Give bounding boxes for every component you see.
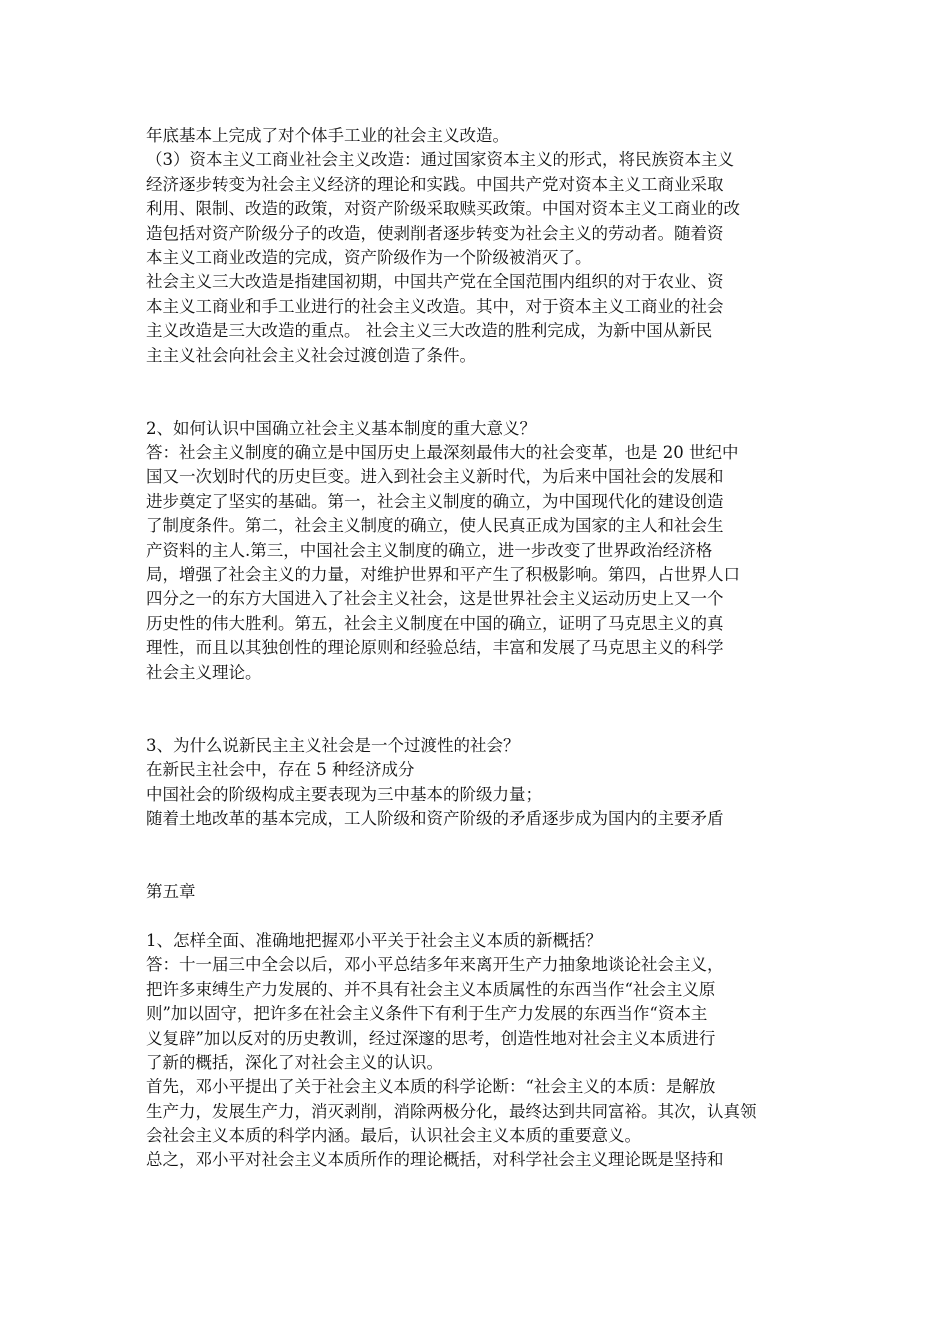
answer-line: 义复辟”加以反对的历史教训，经过深邃的思考，创造性地对社会主义本质进行 [146, 1028, 716, 1048]
answer-line: 了制度条件。第二，社会主义制度的确立，使人民真正成为国家的主人和社会生 [146, 516, 724, 536]
question-title: 2、如何认识中国确立社会主义基本制度的重大意义？ [146, 418, 536, 438]
answer-line: 了新的概括，深化了对社会主义的认识。 [146, 1052, 443, 1072]
answer-line: 社会主义理论。 [146, 662, 262, 682]
answer-line: 生产力，发展生产力，消灭剥削，消除两极分化，最终达到共同富裕。其次，认真领 [146, 1101, 757, 1121]
spacer [146, 831, 816, 880]
answer-line: 首先，邓小平提出了关于社会主义本质的科学论断：“社会主义的本质：是解放 [146, 1077, 716, 1097]
answer-line: 答：十一届三中全会以后，邓小平总结多年来离开生产力抽象地谈论社会主义， [146, 955, 724, 975]
paragraph-line: 本主义工商业和手工业进行的社会主义改造。其中，对于资本主义工商业的社会 [146, 296, 724, 316]
paragraph-line: 本主义工商业改造的完成，资产阶级作为一个阶级被消灭了。 [146, 247, 592, 267]
paragraph-line: 年底基本上完成了对个体手工业的社会主义改造。 [146, 126, 509, 145]
paragraph-line: 主义改造是三大改造的重点。 社会主义三大改造的胜利完成，为新中国从新民 [146, 321, 713, 341]
question-3 [146, 734, 816, 832]
paragraph-line: 经济逐步转变为社会主义经济的理论和实践。中国共产党对资本主义工商业采取 [146, 174, 724, 194]
paragraph-line: 造包括对资产阶级分子的改造，使剥削者逐步转变为社会主义的劳动者。随着资 [146, 223, 724, 243]
answer-line: 把许多束缚生产力发展的、并不具有社会主义本质属性的东西当作“社会主义原 [146, 979, 716, 999]
question-2 [146, 417, 816, 685]
question-title: 1、怎样全面、准确地把握邓小平关于社会主义本质的新概括？ [146, 930, 602, 950]
answer-line: 历史性的伟大胜利。第五，社会主义制度在中国的确立，证明了马克思主义的真 [146, 613, 724, 633]
answer-line: 随着土地改革的基本完成，工人阶级和资产阶级的矛盾逐步成为国内的主要矛盾 [146, 808, 724, 828]
spacer [146, 685, 816, 734]
answer-line: 局，增强了社会主义的力量，对维护世界和平产生了积极影响。第四，占世界人口 [146, 565, 740, 585]
answer-line: 理性，而且以其独创性的理论原则和经验总结，丰富和发展了马克思主义的科学 [146, 638, 724, 658]
answer-line: 中国社会的阶级构成主要表现为三中基本的阶级力量； [146, 784, 542, 804]
spacer [146, 905, 816, 929]
answer-line: 进步奠定了坚实的基础。第一，社会主义制度的确立，为中国现代化的建设创造 [146, 491, 724, 511]
paragraph-line: 主主义社会向社会主义社会过渡创造了条件。 [146, 345, 476, 365]
question-title: 3、为什么说新民主主义社会是一个过渡性的社会？ [146, 735, 520, 755]
answer-line: 四分之一的东方大国进入了社会主义社会，这是世界社会主义运动历史上又一个 [146, 589, 724, 609]
paragraph-line: 社会主义三大改造是指建国初期，中国共产党在全国范围内组织的对于农业、资 [146, 272, 724, 292]
document-body [146, 124, 816, 1173]
answer-line: 产资料的主人.第三，中国社会主义制度的确立，进一步改变了世界政治经济格 [146, 540, 713, 560]
answer-line: 国又一次划时代的历史巨变。进入到社会主义新时代，为后来中国社会的发展和 [146, 467, 724, 487]
answer-line: 答：社会主义制度的确立是中国历史上最深刻最伟大的社会变革，也是 20 世纪中 [146, 443, 739, 463]
paragraph-line: （3）资本主义工商业社会主义改造：通过国家资本主义的形式，将民族资本主义 [146, 150, 734, 170]
answer-line: 会社会主义本质的科学内涵。最后，认识社会主义本质的重要意义。 [146, 1126, 641, 1146]
section-socialist-transformation [146, 124, 816, 368]
answer-line: 则”加以固守，把许多在社会主义条件下有利于生产力发展的东西当作“资本主 [146, 1004, 708, 1024]
spacer [146, 368, 816, 417]
answer-line: 总之，邓小平对社会主义本质所作的理论概括，对科学社会主义理论既是坚持和 [146, 1150, 724, 1170]
question-5-1 [146, 929, 816, 1173]
paragraph-line: 利用、限制、改造的政策，对资产阶级采取赎买政策。中国对资本主义工商业的改 [146, 199, 740, 219]
chapter-heading: 第五章 [146, 882, 196, 902]
answer-line: 在新民主社会中，存在 5 种经济成分 [146, 760, 415, 780]
